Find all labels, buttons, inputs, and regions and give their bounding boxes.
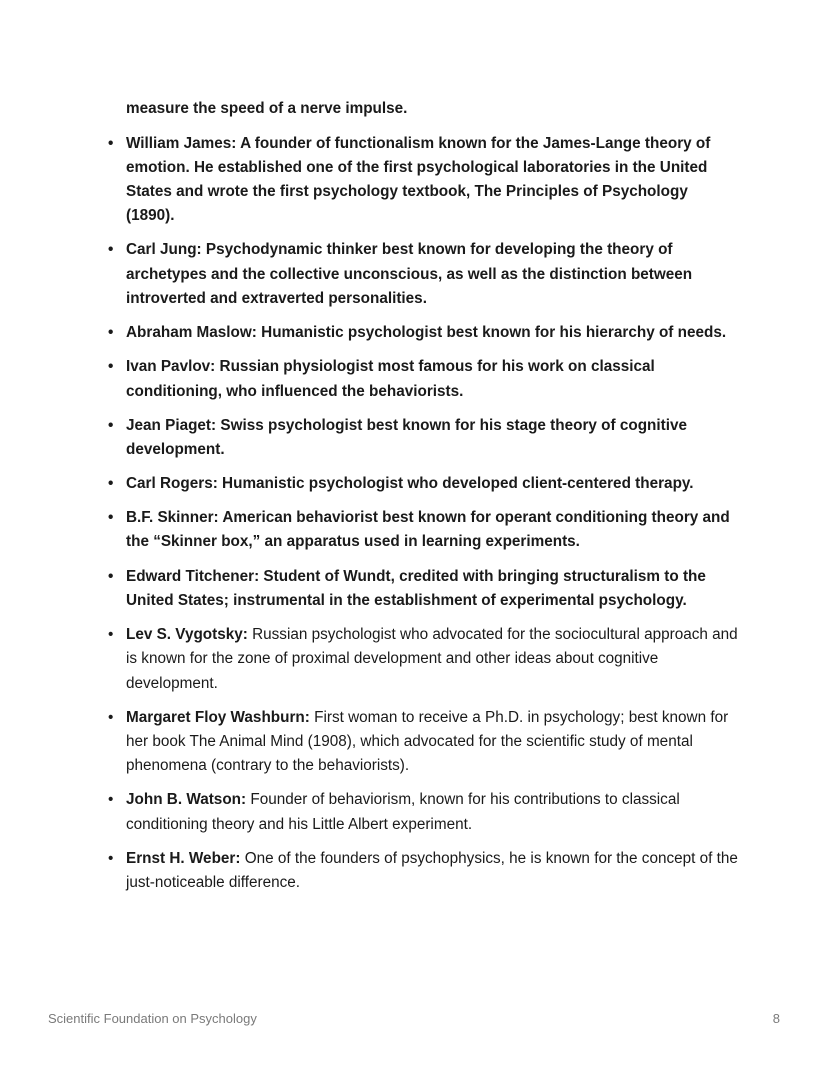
list-item: [108, 472, 738, 496]
list-item: [108, 706, 738, 779]
bullet-icon: •: [108, 358, 114, 376]
list-item: [108, 414, 738, 463]
entry-description: Humanistic psychologist best known for his hierarchy of needs.: [256, 324, 727, 342]
entry-name: Abraham Maslow:: [126, 324, 257, 342]
entry-description: Russian physiologist most famous for his work on classical conditioning, who influenced the behaviorists.: [126, 358, 655, 400]
entry-name: William James:: [126, 134, 237, 152]
list-item: [108, 847, 738, 896]
bullet-icon: •: [108, 791, 114, 809]
entry-description: A founder of functionalism known for the James-Lange theory of emotion. He established one of the first psychological laboratories in the United States and wrote the first psychology textbook, The Principles of Psychology (1890).: [126, 134, 711, 225]
entry-name: Ernst H. Weber:: [126, 849, 241, 867]
list-item: [108, 132, 738, 229]
continued-text: measure the speed of a nerve impulse.: [126, 100, 408, 117]
bullet-icon: •: [108, 241, 114, 259]
list-item: [108, 355, 738, 404]
bullet-icon: •: [108, 324, 114, 342]
entry-description: First woman to receive a Ph.D. in psychology; best known for her book The Animal Mind (1908), which advocated for the scientific study of mental phenomena (contrary to the behaviorists).: [126, 708, 729, 775]
entry-name: Jean Piaget:: [126, 416, 217, 434]
list-item: [108, 506, 738, 555]
list-item: [108, 565, 738, 614]
entry-name: Ivan Pavlov:: [126, 358, 216, 376]
entry-description: Psychodynamic thinker best known for developing the theory of archetypes and the collective unconscious, as well as the distinction between introverted and extraverted personalities.: [126, 241, 693, 308]
entry-name: John B. Watson:: [126, 791, 247, 809]
footer-page-number: 8: [772, 1011, 780, 1026]
bullet-icon: •: [108, 849, 114, 867]
bullet-icon: •: [108, 509, 114, 527]
bullet-icon: •: [108, 708, 114, 726]
entry-description: Russian psychologist who advocated for the sociocultural approach and is known for the zone of proximal development and other ideas about cognitive development.: [126, 625, 738, 692]
entry-description: Founder of behaviorism, known for his contributions to classical conditioning theory and his Little Albert experiment.: [126, 791, 680, 833]
footer-document-title: Scientific Foundation on Psychology: [48, 1011, 257, 1026]
entry-name: B.F. Skinner:: [126, 509, 219, 527]
list-item: [108, 321, 738, 345]
entry-description: Swiss psychologist best known for his stage theory of cognitive development.: [126, 416, 688, 458]
entry-name: Lev S. Vygotsky:: [126, 625, 248, 643]
entry-name: Carl Jung:: [126, 241, 202, 259]
bullet-icon: •: [108, 567, 114, 585]
psychologist-list: [108, 132, 738, 896]
list-item: [108, 623, 738, 696]
bullet-icon: •: [108, 475, 114, 493]
bullet-icon: •: [108, 416, 114, 434]
list-item: [108, 788, 738, 837]
entry-name: Margaret Floy Washburn:: [126, 708, 310, 726]
entry-name: Carl Rogers:: [126, 475, 218, 493]
entry-description: Student of Wundt, credited with bringing structuralism to the United States; instrumental in the establishment of experimental psychology.: [126, 567, 706, 609]
entry-description: One of the founders of psychophysics, he is known for the concept of the just-noticeable difference.: [126, 849, 738, 891]
list-item: [108, 238, 738, 311]
entry-name: Edward Titchener:: [126, 567, 260, 585]
page-content: [108, 97, 738, 905]
bullet-icon: •: [108, 625, 114, 643]
entry-description: Humanistic psychologist who developed client-centered therapy.: [217, 475, 694, 493]
entry-description: American behaviorist best known for operant conditioning theory and the “Skinner box,” an apparatus used in learning experiments.: [126, 509, 730, 551]
bullet-icon: •: [108, 134, 114, 152]
